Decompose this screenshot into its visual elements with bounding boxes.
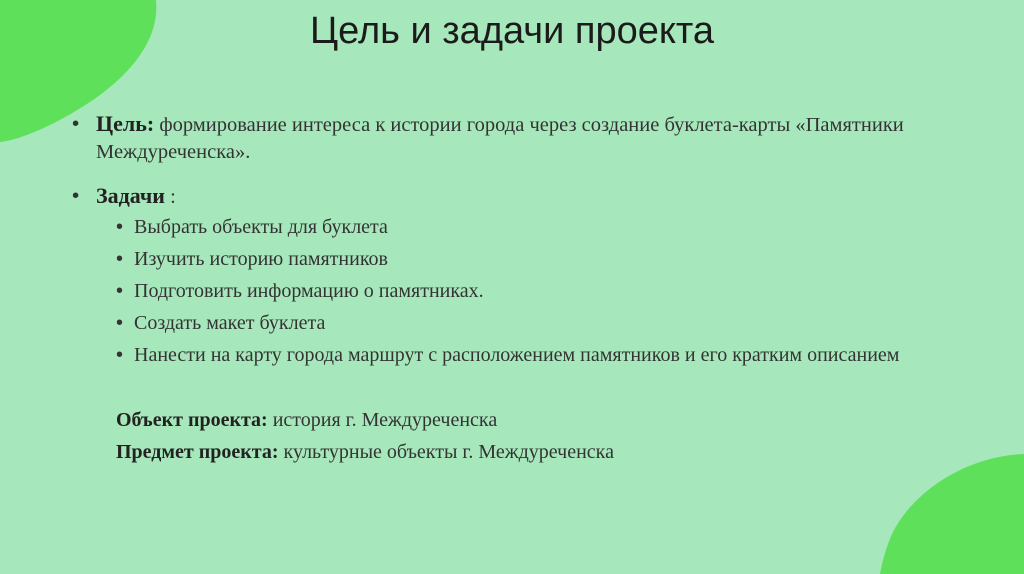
tasks-suffix: : [164,186,176,208]
goal-item [72,110,972,166]
bullet-icon: • [116,344,124,366]
list-item [116,311,972,336]
goal-text: формирование интереса к истории города через создание буклета-карты «Памятники Междуреченска». [96,114,904,163]
bullet-icon: • [72,112,80,135]
tasks-item [72,182,972,211]
bullet-icon: • [116,312,124,334]
subject-line [116,440,972,465]
project-details [116,408,972,465]
object-text: история г. Междуреченска [267,409,498,431]
task-text: Выбрать объекты для буклета [134,216,388,238]
goal-label: Цель: [96,111,155,136]
object-line [116,408,972,433]
bullet-icon: • [116,248,124,270]
bullet-icon: • [72,184,80,207]
list-item [116,247,972,272]
object-label: Объект проекта: [116,409,268,431]
list-item [116,279,972,304]
subject-text: культурные объекты г. Междуреченска [278,441,614,463]
task-text: Создать макет буклета [134,312,326,334]
bottom-right-blob [874,454,1024,574]
tasks-list [72,215,972,368]
task-text: Изучить историю памятников [134,248,388,270]
task-text: Подготовить информацию о памятниках. [134,280,484,302]
bullet-icon: • [116,216,124,238]
task-text: Нанести на карту города маршрут с расположением памятников и его кратким описанием [134,344,900,366]
slide-title: Цель и задачи проекта [309,10,715,52]
tasks-label: Задачи [96,183,165,208]
bullet-icon: • [116,280,124,302]
slide-content [72,110,972,472]
list-item [116,343,972,368]
list-item [116,215,972,240]
subject-label: Предмет проекта: [116,441,279,463]
